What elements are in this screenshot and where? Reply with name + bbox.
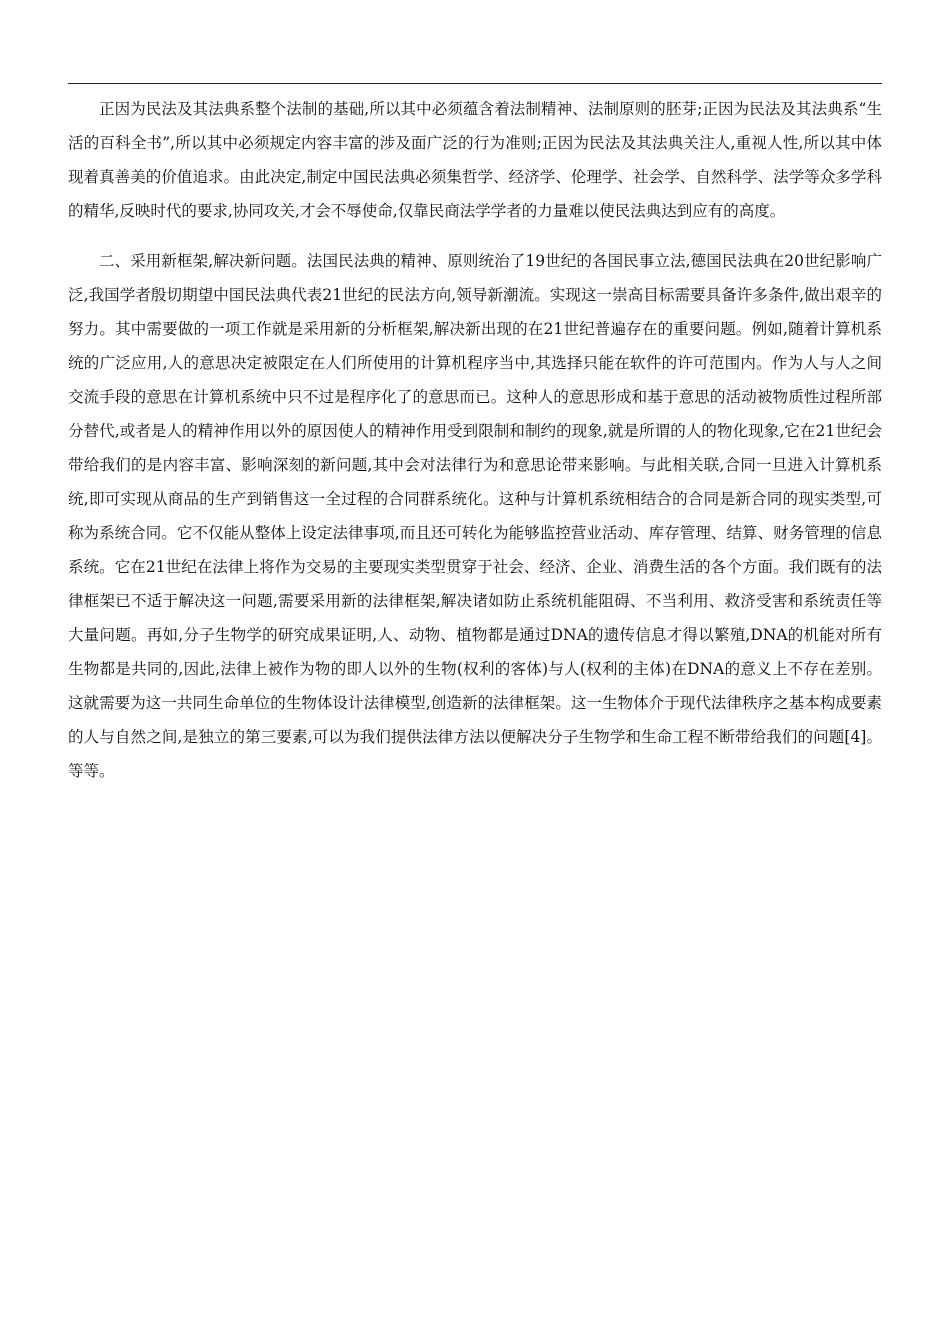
paragraph-1: 正因为民法及其法典系整个法制的基础,所以其中必须蕴含着法制精神、法制原则的胚芽;正因为民法及其法典系“生活的百科全书”,所以其中必须规定内容丰富的涉及面广泛的行为准则;正因为民法及其法典关注人,重视人性,所以其中体现着真善美的价值追求。由此决定,制定中国民法典必须集哲学、经济学、伦理学、社会学、自然科学、法学等众多学科的精华,反映时代的要求,协同攻关,才会不辱使命,仅靠民商法学学者的力量难以使民法典达到应有的高度。 [68,100,882,220]
paragraph-spacer [68,228,882,244]
header-rule [68,83,882,84]
document-body [68,92,882,788]
paragraph-2: 二、采用新框架,解决新问题。法国民法典的精神、原则统治了19世纪的各国民事立法,德国民法典在20世纪影响广泛,我国学者殷切期望中国民法典代表21世纪的民法方向,领导新潮流。实现这一崇高目标需要具备许多条件,做出艰辛的努力。其中需要做的一项工作就是采用新的分析框架,解决新出现的在21世纪普遍存在的重要问题。例如,随着计算机系统的广泛应用,人的意思决定被限定在人们所使用的计算机程序当中,其选择只能在软件的许可范围内。作为人与人之间交流手段的意思在计算机系统中只不过是程序化了的意思而已。这种人的意思形成和基于意思的活动被物质性过程所部分替代,或者是人的精神作用以外的原因使人的精神作用受到限制和制约的现象,就是所谓的人的物化现象,它在21世纪会带给我们的是内容丰富、影响深刻的新问题,其中会对法律行为和意思论带来影响。与此相关联,合同一旦进入计算机系统,即可实现从商品的生产到销售这一全过程的合同群系统化。这种与计算机系统相结合的合同是新合同的现实类型,可称为系统合同。它不仅能从整体上设定法律事项,而且还可转化为能够监控营业活动、库存管理、结算、财务管理的信息系统。它在21世纪在法律上将作为交易的主要现实类型贯穿于社会、经济、企业、消费生活的各个方面。我们既有的法律框架已不适于解决这一问题,需要采用新的法律框架,解决诸如防止系统机能阻碍、不当利用、救济受害和系统责任等大量问题。再如,分子生物学的研究成果证明,人、动物、植物都是通过DNA的遗传信息才得以繁殖,DNA的机能对所有生物都是共同的,因此,法律上被作为物的即人以外的生物(权利的客体)与人(权利的主体)在DNA的意义上不存在差别。这就需要为这一共同生命单位的生物体设计法律模型,创造新的法律框架。这一生物体介于现代法律秩序之基本构成要素的人与自然之间,是独立的第三要素,可以为我们提供法律方法以便解决分子生物学和生命工程不断带给我们的问题[4]。等等。 [68,252,882,780]
